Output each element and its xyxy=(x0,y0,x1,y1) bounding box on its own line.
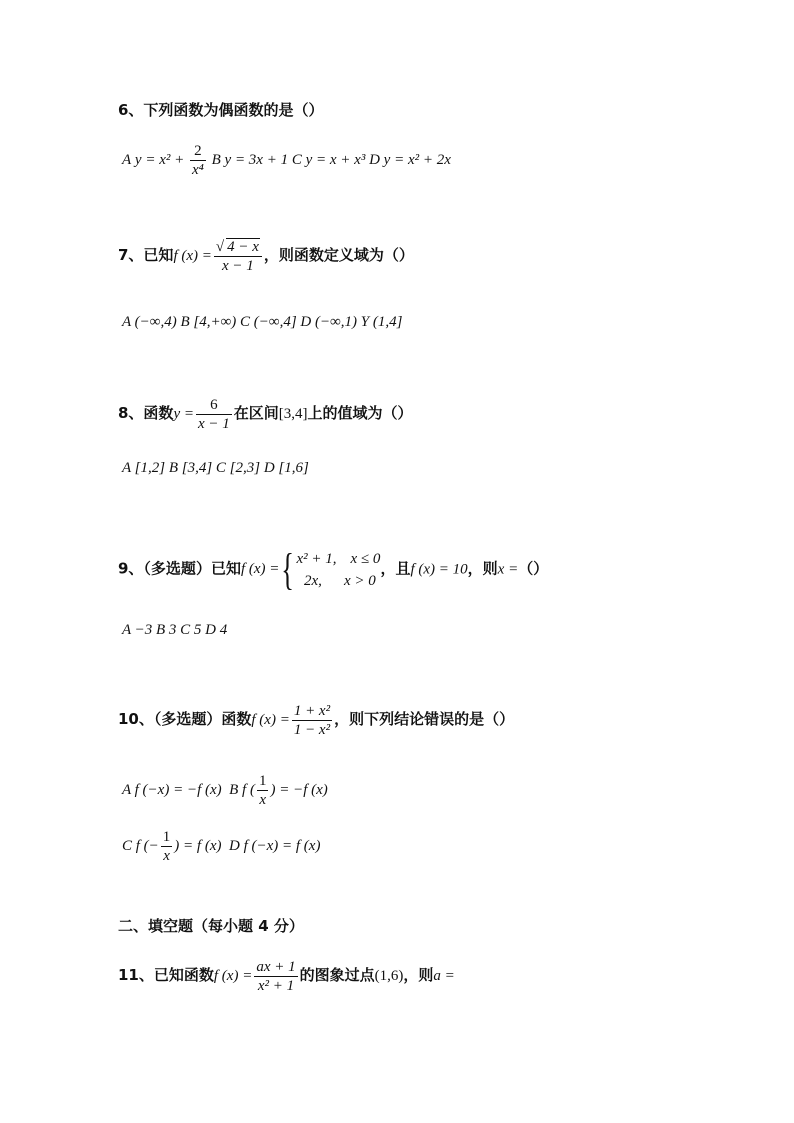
brace-symbol: { xyxy=(281,545,295,594)
option-a-fraction xyxy=(190,142,206,179)
question-7-heading: 7、已知f (x) = $\frac{√ 4 - x}{x - 1}$ ，则函数定义域为（） xyxy=(118,239,414,274)
q11-fraction: $\frac{ax + 1}{\text{x² + 1}}$ xyxy=(256,959,296,994)
question-6-options xyxy=(122,142,451,179)
question-10-options-cd: C f (− $\frac{1}{x}$ ) = f (x) D f (−x) = f (x) xyxy=(122,829,321,864)
question-11-heading: 11、已知函数f (x) = $\frac{ax + 1}{\text{x² + 1}}$ 的图象过点(1,6)，则a = xyxy=(118,959,455,994)
question-10-options-ab: A f (−x) = −f (x) B f ( $\frac{1}{x}$ ) = −f (x) xyxy=(122,773,328,808)
piecewise-function: { x² + 1, x ≤ 0 2x, x > 0 xyxy=(281,545,381,594)
question-9-heading: 9、（多选题）已知f (x) ={ x² + 1, x ≤ 0 2x, x > 0 ，且f (x) = 10，则x =（） xyxy=(118,545,549,594)
option-a-label: A xyxy=(122,151,132,168)
option-a-expr: y = x² + xyxy=(134,151,185,168)
option-c-expr: y = x + x³ xyxy=(305,151,366,168)
question-8-heading: 8、函数y = $\frac{6}{x - 1}$ 在区间[3,4]上的值域为（） xyxy=(118,397,413,432)
q7-fraction: $\frac{√ 4 - x}{x - 1}$ xyxy=(214,238,262,275)
option-d-expr: y = x² + 2x xyxy=(383,151,451,168)
sqrt-symbol: √ xyxy=(215,239,225,255)
question-7-options: A (−∞,4) B [4,+∞) C (−∞,4] D (−∞,1) Y (1,4] xyxy=(122,314,403,330)
question-6-heading: 6、下列函数为偶函数的是（） xyxy=(118,101,324,119)
option-c-label: C xyxy=(291,151,302,168)
option-b-label: B xyxy=(211,151,221,168)
option-c-fraction: $\frac{1}{x}$ xyxy=(162,829,171,864)
question-9-options: A −3 B 3 C 5 D 4 xyxy=(122,622,228,638)
q10-fraction: $\frac{\text{1 + x²}}{\text{1 − x²}}$ xyxy=(293,703,331,738)
option-b-expr: y = 3x + 1 xyxy=(224,151,289,168)
section-2-heading: 二、填空题（每小题 4 分） xyxy=(118,917,304,935)
q8-fraction: $\frac{6}{x - 1}$ xyxy=(197,397,230,432)
fraction-denominator: x⁴ xyxy=(191,162,204,178)
question-10-heading: 10、（多选题）函数f (x) = $\frac{\text{1 + x²}}{\text{1 − x²}}$ ，则下列结论错误的是（） xyxy=(118,703,515,738)
option-d-label: D xyxy=(369,151,380,168)
option-b-fraction: $\frac{1}{x}$ xyxy=(258,773,267,808)
fraction-numerator: 2 xyxy=(190,142,206,161)
question-8-options: A [1,2] B [3,4] C [2,3] D [1,6] xyxy=(122,460,309,476)
